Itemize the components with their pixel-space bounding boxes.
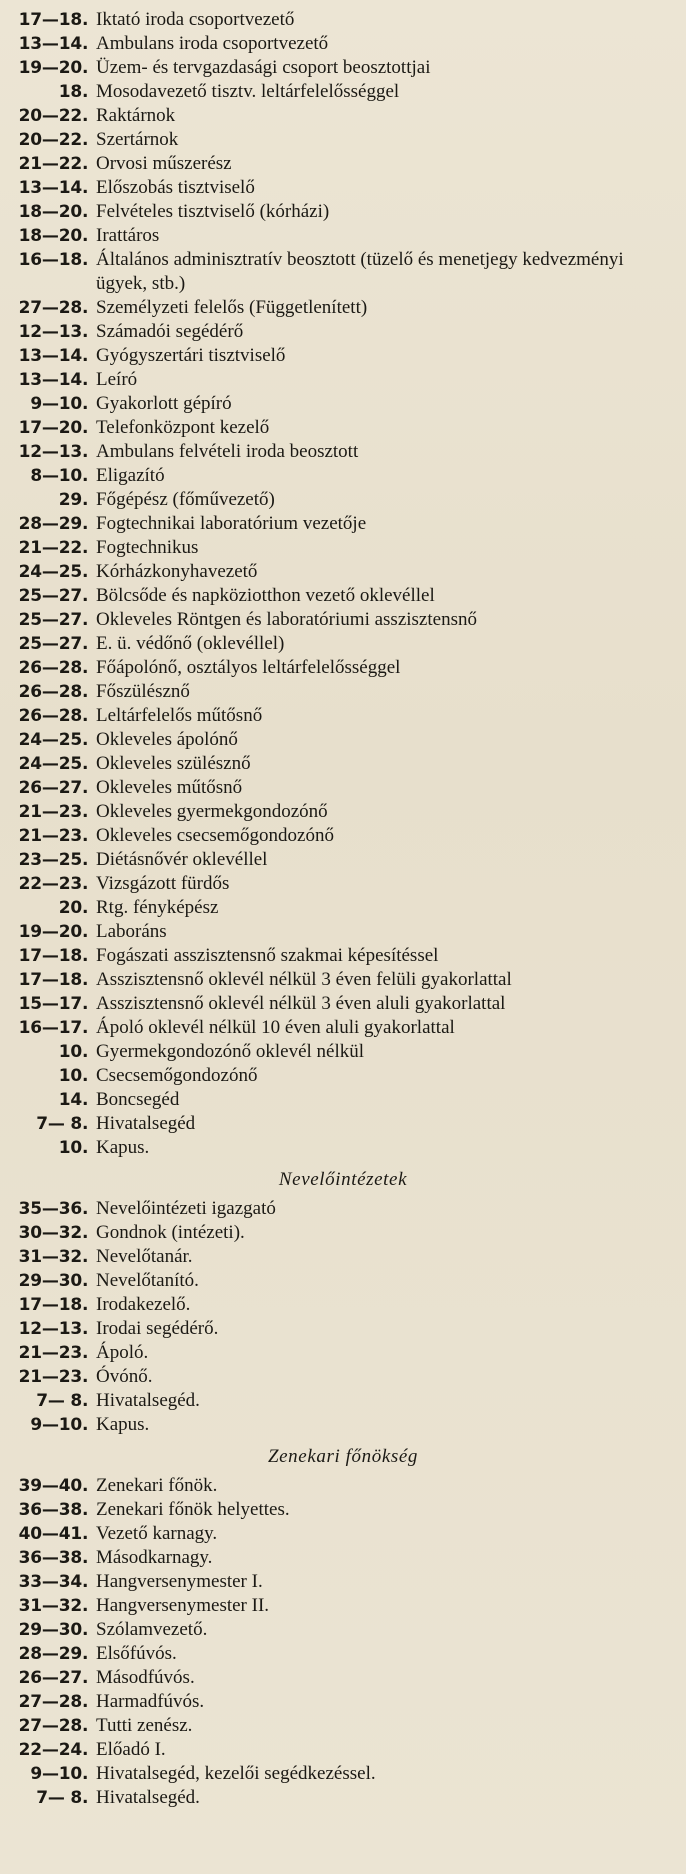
grade-range: 31—32	[18, 1596, 82, 1616]
position-title: Zenekari főnök.	[96, 1475, 218, 1496]
range-separator: .	[82, 1788, 89, 1808]
grade-row	[0, 416, 686, 440]
range-separator: .	[82, 898, 89, 918]
range-separator: .	[82, 658, 89, 678]
grade-range: 17—20	[18, 418, 82, 438]
range-separator: .	[82, 490, 89, 510]
grade-range: 7— 8	[36, 1788, 82, 1808]
range-separator: .	[82, 1668, 89, 1688]
position-title: Nevelőintézeti igazgató	[96, 1198, 276, 1219]
range-separator: .	[82, 514, 89, 534]
grade-range: 36—38	[18, 1500, 82, 1520]
position-title: Zenekari főnök helyettes.	[96, 1499, 290, 1520]
range-separator: .	[82, 802, 89, 822]
position-title: Hivatalsegéd.	[96, 1390, 200, 1411]
grade-range: 20—22	[18, 106, 82, 126]
grade-range: 19—20	[18, 922, 82, 942]
position-title: Asszisztensnő oklevél nélkül 3 éven aluli gyakorlattal	[96, 993, 506, 1014]
range-separator: .	[82, 370, 89, 390]
grade-row	[0, 1365, 686, 1389]
grade-range: 29—30	[18, 1620, 82, 1640]
range-separator: .	[82, 754, 89, 774]
grade-range: 22—23	[18, 874, 82, 894]
grade-range: 17—18	[18, 946, 82, 966]
grade-range: 16—17	[18, 1018, 82, 1038]
range-separator: .	[82, 1548, 89, 1568]
grade-range: 17—18	[18, 970, 82, 990]
grade-row	[0, 1016, 686, 1040]
position-title: Laboráns	[96, 921, 167, 942]
grade-range: 20	[58, 898, 82, 918]
grade-range: 33—34	[18, 1572, 82, 1592]
position-title: Fogászati asszisztensnő szakmai képesítéssel	[96, 945, 439, 966]
range-separator: .	[82, 1090, 89, 1110]
position-title: Másodkarnagy.	[96, 1547, 213, 1568]
grade-range: 16—18	[18, 250, 82, 270]
grade-row	[0, 608, 686, 632]
grade-range: 8—10	[30, 466, 82, 486]
position-title: Okleveles műtősnő	[96, 777, 243, 798]
grade-row	[0, 1221, 686, 1245]
position-title: Irattáros	[96, 225, 160, 246]
grade-row	[0, 512, 686, 536]
grade-row	[0, 320, 686, 344]
grade-row	[0, 1618, 686, 1642]
position-title: Üzem- és tervgazdasági csoport beosztottjai	[96, 57, 431, 78]
position-title: Hivatalsegéd, kezelői segédkezéssel.	[96, 1763, 376, 1784]
section-heading: Zenekari főnökség	[267, 1446, 419, 1467]
grade-row	[0, 680, 686, 704]
grade-range: 26—27	[18, 1668, 82, 1688]
range-separator: .	[82, 1018, 89, 1038]
position-title: Hivatalsegéd	[96, 1113, 196, 1134]
range-separator: .	[82, 1692, 89, 1712]
position-title: Gyógyszertári tisztviselő	[96, 345, 286, 366]
grade-row	[0, 152, 686, 176]
grade-row	[0, 992, 686, 1016]
grade-range: 26—27	[18, 778, 82, 798]
range-separator: .	[82, 346, 89, 366]
range-separator: .	[82, 1740, 89, 1760]
range-separator: .	[82, 1596, 89, 1616]
range-separator: .	[82, 394, 89, 414]
grade-row	[0, 1317, 686, 1341]
range-separator: .	[82, 226, 89, 246]
range-separator: .	[82, 322, 89, 342]
range-separator: .	[82, 682, 89, 702]
range-separator: .	[82, 562, 89, 582]
grade-range: 29	[58, 490, 82, 510]
position-title: Előadó I.	[96, 1739, 166, 1760]
grade-range: 12—13	[18, 322, 82, 342]
grade-row	[0, 248, 686, 296]
grade-row	[0, 1197, 686, 1221]
position-title: Személyzeti felelős (Függetlenített)	[96, 297, 368, 318]
section-heading: Nevelőintézetek	[278, 1169, 408, 1190]
grade-row	[0, 704, 686, 728]
grade-range: 26—28	[18, 658, 82, 678]
range-separator: .	[82, 778, 89, 798]
grade-row	[0, 1413, 686, 1437]
grade-row	[0, 128, 686, 152]
position-title: Hangversenymester I.	[96, 1571, 263, 1592]
grade-row	[0, 728, 686, 752]
grade-row	[0, 1666, 686, 1690]
grade-row	[0, 896, 686, 920]
range-separator: .	[82, 1042, 89, 1062]
position-title: Mosodavezető tisztv. leltárfelelősséggel	[96, 81, 400, 102]
range-separator: .	[82, 1343, 89, 1363]
position-title: Leíró	[96, 369, 138, 390]
grade-row	[0, 584, 686, 608]
grade-range: 10	[58, 1066, 82, 1086]
grade-row	[0, 200, 686, 224]
position-title: Hangversenymester II.	[96, 1595, 270, 1616]
grade-range: 15—17	[18, 994, 82, 1014]
grade-row	[0, 1112, 686, 1136]
grade-range: 14	[58, 1090, 82, 1110]
position-title: Boncsegéd	[96, 1089, 180, 1110]
range-separator: .	[82, 298, 89, 318]
range-separator: .	[82, 1524, 89, 1544]
grade-range: 28—29	[18, 1644, 82, 1664]
position-title: E. ü. védőnő (oklevéllel)	[96, 633, 285, 654]
position-title: Másodfúvós.	[96, 1667, 195, 1688]
position-title: Szólamvezető.	[96, 1619, 208, 1640]
grade-row	[0, 968, 686, 992]
section-spacer	[0, 1437, 686, 1440]
grade-range: 24—25	[18, 562, 82, 582]
position-title: Nevelőtanító.	[96, 1270, 199, 1291]
grade-row	[0, 824, 686, 848]
range-separator: .	[82, 1764, 89, 1784]
grade-range: 21—23	[18, 802, 82, 822]
grade-range: 21—23	[18, 1343, 82, 1363]
grade-range: 13—14	[18, 346, 82, 366]
position-title: Rtg. fényképész	[96, 897, 219, 918]
position-title: Szertárnok	[96, 129, 179, 150]
grade-range: 29—30	[18, 1271, 82, 1291]
grade-range: 21—22	[18, 154, 82, 174]
grade-row	[0, 1269, 686, 1293]
grade-range: 35—36	[18, 1199, 82, 1219]
grade-row	[0, 944, 686, 968]
position-title: Számadói segédérő	[96, 321, 244, 342]
grade-row	[0, 776, 686, 800]
grade-row	[0, 1245, 686, 1269]
range-separator: .	[82, 1199, 89, 1219]
grade-range: 26—28	[18, 682, 82, 702]
range-separator: .	[82, 730, 89, 750]
grade-row	[0, 536, 686, 560]
grade-row	[0, 1088, 686, 1112]
grade-row	[0, 32, 686, 56]
position-title: Főszülésznő	[96, 681, 190, 702]
range-separator: .	[82, 1716, 89, 1736]
grade-range: 21—23	[18, 1367, 82, 1387]
grade-range: 9—10	[30, 1415, 82, 1435]
grade-range: 22—24	[18, 1740, 82, 1760]
grade-range: 19—20	[18, 58, 82, 78]
range-separator: .	[82, 418, 89, 438]
grade-range: 21—22	[18, 538, 82, 558]
grade-row	[0, 296, 686, 320]
range-separator: .	[82, 178, 89, 198]
range-separator: .	[82, 946, 89, 966]
position-title: Kapus.	[96, 1137, 150, 1158]
grade-row	[0, 1474, 686, 1498]
range-separator: .	[82, 850, 89, 870]
range-separator: .	[82, 1319, 89, 1339]
range-separator: .	[82, 1138, 89, 1158]
range-separator: .	[82, 1476, 89, 1496]
range-separator: .	[82, 922, 89, 942]
grade-row	[0, 1594, 686, 1618]
range-separator: .	[82, 1223, 89, 1243]
grade-range: 24—25	[18, 730, 82, 750]
grade-row	[0, 752, 686, 776]
position-title: Óvónő.	[96, 1366, 153, 1387]
grade-range: 24—25	[18, 754, 82, 774]
grade-row	[0, 1498, 686, 1522]
position-title: Tutti zenész.	[96, 1715, 193, 1736]
range-separator: .	[82, 1572, 89, 1592]
grade-row	[0, 392, 686, 416]
range-separator: .	[82, 442, 89, 462]
range-separator: .	[82, 130, 89, 150]
grade-row	[0, 872, 686, 896]
position-title: Fogtechnikus	[96, 537, 199, 558]
position-title: Eligazító	[96, 465, 165, 486]
range-separator: .	[82, 82, 89, 102]
position-title: Okleveles szülésznő	[96, 753, 251, 774]
grade-range: 17—18	[18, 1295, 82, 1315]
position-title: Ápoló.	[96, 1342, 149, 1363]
range-separator: .	[82, 994, 89, 1014]
grade-range: 36—38	[18, 1548, 82, 1568]
position-title: Főgépész (főművezető)	[96, 489, 275, 510]
grade-range: 10	[58, 1042, 82, 1062]
grade-row	[0, 344, 686, 368]
grade-row	[0, 920, 686, 944]
grade-row	[0, 440, 686, 464]
position-title: Fogtechnikai laboratórium vezetője	[96, 513, 367, 534]
position-title: Kórházkonyhavezető	[96, 561, 258, 582]
range-separator: .	[82, 106, 89, 126]
grade-range: 13—14	[18, 34, 82, 54]
range-separator: .	[82, 34, 89, 54]
grade-range: 13—14	[18, 178, 82, 198]
grade-range: 23—25	[18, 850, 82, 870]
grade-row	[0, 488, 686, 512]
grade-row	[0, 224, 686, 248]
position-title: Gondnok (intézeti).	[96, 1222, 245, 1243]
position-title: Ambulans felvételi iroda beosztott	[96, 441, 359, 462]
grade-range: 31—32	[18, 1247, 82, 1267]
position-title: Okleveles ápolónő	[96, 729, 238, 750]
range-separator: .	[82, 58, 89, 78]
range-separator: .	[82, 154, 89, 174]
grade-row	[0, 368, 686, 392]
grade-range: 25—27	[18, 634, 82, 654]
grade-range: 12—13	[18, 442, 82, 462]
grade-row	[0, 1064, 686, 1088]
position-title: Elsőfúvós.	[96, 1643, 177, 1664]
grade-range: 13—14	[18, 370, 82, 390]
position-title: Raktárnok	[96, 105, 176, 126]
grade-row	[0, 8, 686, 32]
range-separator: .	[82, 1295, 89, 1315]
range-separator: .	[82, 538, 89, 558]
range-separator: .	[82, 610, 89, 630]
grade-row	[0, 1546, 686, 1570]
position-title: Vizsgázott fürdős	[96, 873, 230, 894]
position-title: Felvételes tisztviselő (kórházi)	[96, 201, 330, 222]
grade-range: 30—32	[18, 1223, 82, 1243]
position-title: Nevelőtanár.	[96, 1246, 193, 1267]
grade-row	[0, 656, 686, 680]
grade-range: 18—20	[18, 226, 82, 246]
range-separator: .	[82, 1367, 89, 1387]
position-title: Diétásnővér oklevéllel	[96, 849, 268, 870]
position-title: Vezető karnagy.	[96, 1523, 218, 1544]
grade-range: 28—29	[18, 514, 82, 534]
range-separator: .	[82, 1066, 89, 1086]
position-title: Okleveles gyermekgondozónő	[96, 801, 328, 822]
position-title: Irodai segédérő.	[96, 1318, 219, 1339]
grade-range: 20—22	[18, 130, 82, 150]
grade-row	[0, 1522, 686, 1546]
grade-row	[0, 1389, 686, 1413]
range-separator: .	[82, 1500, 89, 1520]
grade-range: 21—23	[18, 826, 82, 846]
grade-row	[0, 560, 686, 584]
grade-range: 9—10	[30, 1764, 82, 1784]
position-title: Gyakorlott gépíró	[96, 393, 232, 414]
grade-range: 18—20	[18, 202, 82, 222]
grade-range: 40—41	[18, 1524, 82, 1544]
grade-row	[0, 80, 686, 104]
grade-range: 27—28	[18, 1716, 82, 1736]
section-spacer	[0, 1810, 686, 1813]
grade-range: 25—27	[18, 586, 82, 606]
grade-row	[0, 56, 686, 80]
position-title: Telefonközpont kezelő	[96, 417, 270, 438]
grade-row	[0, 1040, 686, 1064]
range-separator: .	[82, 874, 89, 894]
grade-range: 7— 8	[36, 1114, 82, 1134]
section-spacer	[0, 1160, 686, 1163]
grade-range: 27—28	[18, 298, 82, 318]
grade-range: 17—18	[18, 10, 82, 30]
grade-row	[0, 104, 686, 128]
grade-range: 18	[58, 82, 82, 102]
position-title: Előszobás tisztviselő	[96, 177, 255, 198]
range-separator: .	[82, 634, 89, 654]
grade-range: 26—28	[18, 706, 82, 726]
grade-row	[0, 1786, 686, 1810]
range-separator: .	[82, 586, 89, 606]
position-title: Okleveles csecsemőgondozónő	[96, 825, 334, 846]
range-separator: .	[82, 826, 89, 846]
grade-row	[0, 1341, 686, 1365]
grade-range: 39—40	[18, 1476, 82, 1496]
grade-row	[0, 848, 686, 872]
range-separator: .	[82, 1415, 89, 1435]
range-separator: .	[82, 10, 89, 30]
range-separator: .	[82, 1271, 89, 1291]
range-separator: .	[82, 970, 89, 990]
grade-range: 9—10	[30, 394, 82, 414]
grade-row	[0, 1762, 686, 1786]
position-title: Bölcsőde és napköziotthon vezető oklevéllel	[96, 585, 435, 606]
position-title: Asszisztensnő oklevél nélkül 3 éven felüli gyakorlattal	[96, 969, 512, 990]
position-title: Iktató iroda csoportvezető	[96, 9, 295, 30]
position-title: Ápoló oklevél nélkül 10 éven aluli gyakorlattal	[96, 1017, 455, 1038]
grade-range: 27—28	[18, 1692, 82, 1712]
grade-row	[0, 1690, 686, 1714]
grade-range: 12—13	[18, 1319, 82, 1339]
grade-range: 10	[58, 1138, 82, 1158]
grade-range: 25—27	[18, 610, 82, 630]
position-title: Kapus.	[96, 1414, 150, 1435]
position-title: Főápolónő, osztályos leltárfelelősséggel	[96, 657, 401, 678]
grade-row	[0, 1293, 686, 1317]
grade-row	[0, 1136, 686, 1160]
position-title: Harmadfúvós.	[96, 1691, 205, 1712]
position-title: Okleveles Röntgen és laboratóriumi asszisztensnő	[96, 609, 477, 630]
grade-row	[0, 176, 686, 200]
grade-range: 7— 8	[36, 1391, 82, 1411]
range-separator: .	[82, 1644, 89, 1664]
grade-row	[0, 1642, 686, 1666]
grade-row	[0, 464, 686, 488]
position-title: Leltárfelelős műtősnő	[96, 705, 263, 726]
range-separator: .	[82, 250, 89, 270]
grade-row	[0, 1738, 686, 1762]
position-title: Ambulans iroda csoportvezető	[96, 33, 329, 54]
range-separator: .	[82, 1114, 89, 1134]
position-title: Csecsemőgondozónő	[96, 1065, 258, 1086]
position-title: Gyermekgondozónő oklevél nélkül	[96, 1041, 365, 1062]
position-title: Hivatalsegéd.	[96, 1787, 200, 1808]
grade-row	[0, 1714, 686, 1738]
range-separator: .	[82, 202, 89, 222]
range-separator: .	[82, 706, 89, 726]
position-title: Általános adminisztratív beosztott (tüzelő és menetjegy kedvezményi ügyek, stb.)	[96, 249, 624, 294]
grade-row	[0, 632, 686, 656]
range-separator: .	[82, 1620, 89, 1640]
position-title: Orvosi műszerész	[96, 153, 232, 174]
range-separator: .	[82, 1391, 89, 1411]
grade-row	[0, 1570, 686, 1594]
range-separator: .	[82, 466, 89, 486]
range-separator: .	[82, 1247, 89, 1267]
position-title: Irodakezelő.	[96, 1294, 191, 1315]
grade-row	[0, 800, 686, 824]
